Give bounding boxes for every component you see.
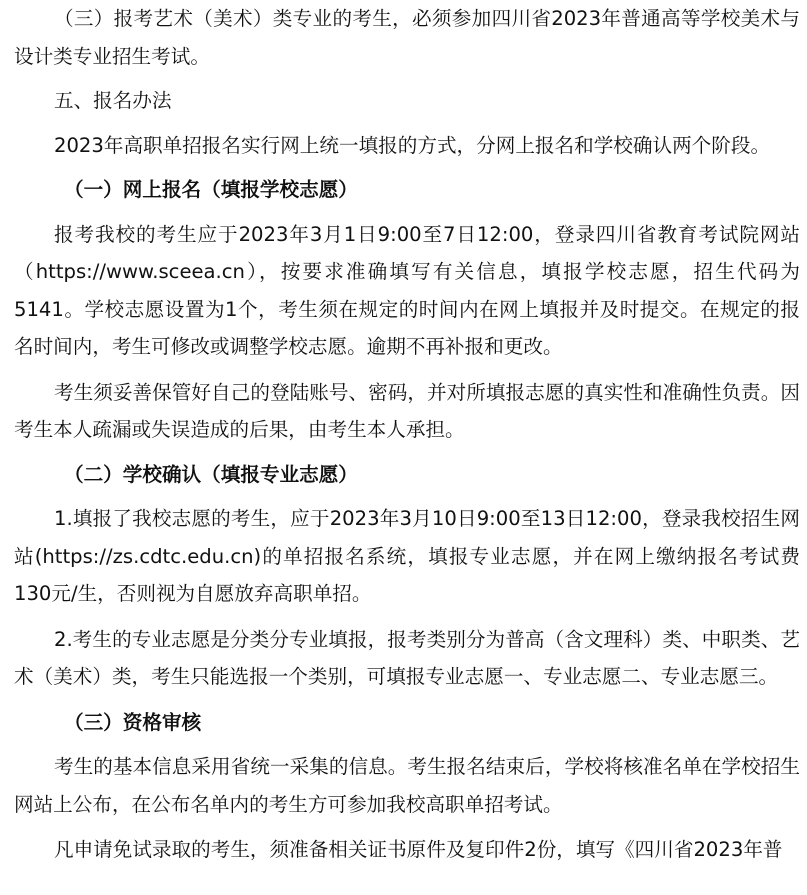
subheading-qualification-review: （三）资格审核	[64, 710, 202, 734]
paragraph-account-responsibility: 考生须妥善保管好自己的登陆账号、密码，并对所填报志愿的真实性和准确性负责。因考生本人疏漏或失误造成的后果，由考生本人承担。	[14, 380, 800, 441]
paragraph-art-exam-requirement: （三）报考艺术（美术）类专业的考生，必须参加四川省2023年普通高等学校美术与设计类专业招生考试。	[14, 7, 800, 68]
section-heading-registration: 五、报名办法	[54, 89, 172, 112]
paragraph-confirmation-step-2: 2.考生的专业志愿是分类分专业填报，报考类别分为普高（含文理科）类、中职类、艺术（美术）类，考生只能选报一个类别，可填报专业志愿一、专业志愿二、专业志愿三。	[14, 627, 800, 688]
paragraph-online-registration-details: 报考我校的考生应于2023年3月1日9:00至7日12:00，登录四川省教育考试院网站（https://www.sceea.cn），按要求准确填写有关信息，填报学校志愿，招生代码为5141。学校志愿设置为1个，考生须在规定的时间内在网上填报并及时提交。在规定的报名时间内，考生可修改或调整学校志愿。逾期不再补报和更改。	[14, 222, 800, 358]
document-body	[14, 0, 800, 869]
paragraph-confirmation-step-1: 1.填报了我校志愿的考生，应于2023年3月10日9:00至13日12:00，登录我校招生网站(https://zs.cdtc.edu.cn)的单招报名系统，填报专业志愿，并在网上缴纳报名考试费130元/生，否则视为自愿放弃高职单招。	[14, 507, 800, 605]
paragraph-qualification-review: 考生的基本信息采用省统一采集的信息。考生报名结束后，学校将核准名单在学校招生网站上公布，在公布名单内的考生方可参加我校高职单招考试。	[14, 755, 800, 816]
paragraph-exemption-application: 凡申请免试录取的考生，须准备相关证书原件及复印件2份，填写《四川省2023年普	[54, 838, 783, 861]
subheading-online-registration: （一）网上报名（填报学校志愿）	[64, 178, 358, 201]
subheading-school-confirmation: （二）学校确认（填报专业志愿）	[64, 462, 358, 486]
paragraph-registration-overview: 2023年高职单招报名实行网上统一填报的方式，分网上报名和学校确认两个阶段。	[54, 133, 771, 157]
